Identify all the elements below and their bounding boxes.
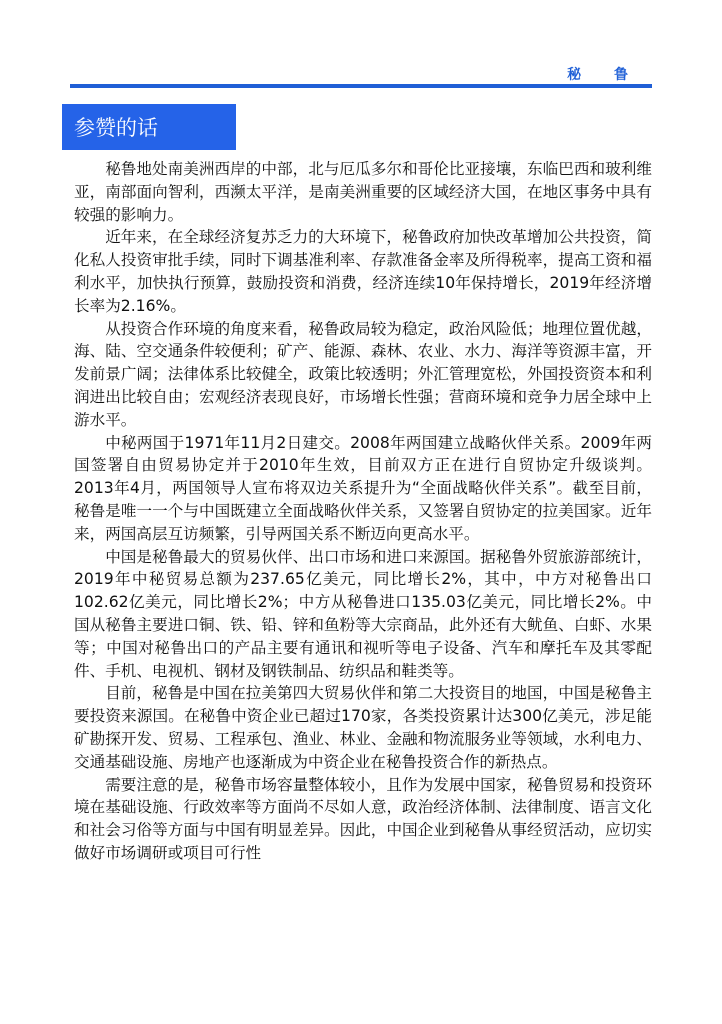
paragraph-5: 中国是秘鲁最大的贸易伙伴、出口市场和进口来源国。据秘鲁外贸旅游部统计，2019年中秘贸易总额为237.65亿美元，同比增长2%，其中，中方对秘鲁出口102.62亿美元，同比增长2%；中方从秘鲁进口135.03亿美元，同比增长2%。中国从秘鲁主要进口铜、铁、铅、锌和鱼粉等大宗商品，此外还有大鱿鱼、白虾、水果等；中国对秘鲁出口的产品主要有通讯和视听等电子设备、汽车和摩托车及其零配件、手机、电视机、钢材及钢铁制品、纺织品和鞋类等。 (74, 547, 652, 680)
paragraph-6: 目前，秘鲁是中国在拉美第四大贸易伙伴和第二大投资目的地国，中国是秘鲁主要投资来源国。在秘鲁中资企业已超过170家，各类投资累计达300亿美元，涉足能矿勘探开发、贸易、工程承包、渔业、林业、金融和物流服务业等领域，水利电力、交通基础设施、房地产也逐渐成为中资企业在秘鲁投资合作的新热点。 (74, 684, 652, 771)
paragraph-4: 中秘两国于1971年11月2日建交。2008年两国建立战略伙伴关系。2009年两国签署自由贸易协定并于2010年生效，目前双方正在进行自贸协定升级谈判。2013年4月，两国领导人宣布将双边关系提升为“全面战略伙伴关系”。截至目前，秘鲁是唯一一个与中国既建立全面战略伙伴关系，又签署自贸协定的拉美国家。近年来，两国高层互访频繁，引导两国关系不断迈向更高水平。 (74, 433, 652, 543)
header-rule (70, 84, 652, 88)
paragraph-3: 从投资合作环境的角度来看，秘鲁政局较为稳定，政治风险低；地理位置优越，海、陆、空交通条件较便利；矿产、能源、森林、农业、水力、海洋等资源丰富，开发前景广阔；法律体系比较健全，政策比较透明；外汇管理宽松，外国投资资本和利润进出比较自由；宏观经济表现良好，市场增长性强；营商环境和竞争力居全球中上游水平。 (74, 319, 652, 429)
paragraph-7: 需要注意的是，秘鲁市场容量整体较小，且作为发展中国家，秘鲁贸易和投资环境在基础设施、行政效率等方面尚不尽如人意，政治经济体制、法律制度、语言文化和社会习俗等方面与中国有明显差异。因此，中国企业到秘鲁从事经贸活动，应切实做好市场调研或项目可行性 (74, 775, 652, 862)
section-title: 参赞的话 (74, 116, 158, 140)
paragraph-1: 秘鲁地处南美洲西岸的中部，北与厄瓜多尔和哥伦比亚接壤，东临巴西和玻利维亚，南部面向智利，西濒太平洋，是南美洲重要的区域经济大国，在地区事务中具有较强的影响力。 (74, 160, 652, 224)
paragraph-2: 近年来，在全球经济复苏乏力的大环境下，秘鲁政府加快改革增加公共投资，简化私人投资审批手续，同时下调基准利率、存款准备金率及所得税率，提高工资和福利水平，加快执行预算，鼓励投资和消费，经济连续10年保持增长，2019年经济增长率为2.16%。 (74, 228, 652, 315)
running-header-country: 秘 鲁 (567, 67, 642, 83)
section-title-tab (62, 104, 236, 150)
body-text (74, 158, 652, 865)
